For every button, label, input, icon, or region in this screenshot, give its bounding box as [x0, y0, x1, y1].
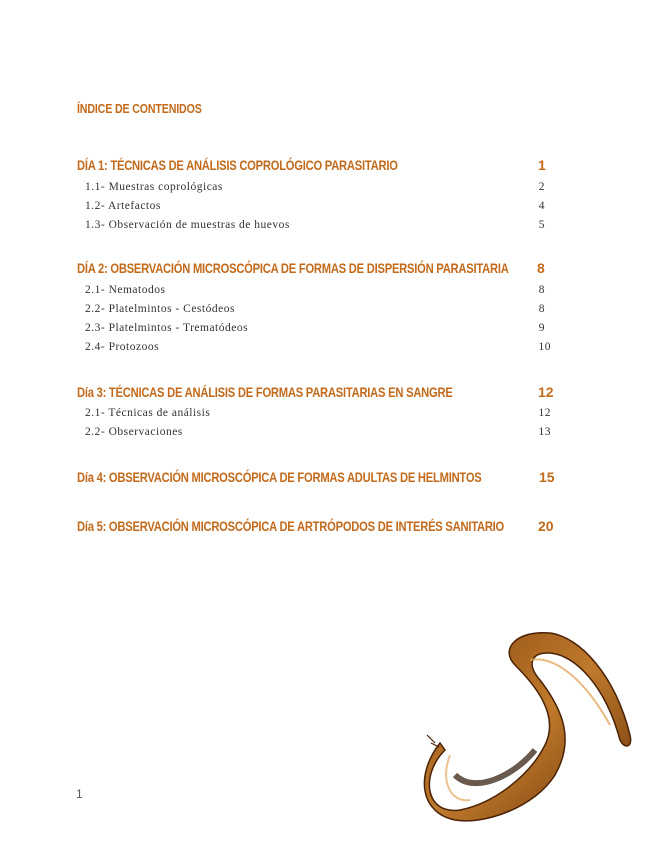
- toc-item[interactable]: [77, 284, 567, 303]
- worm-illustration: [415, 625, 645, 825]
- toc-item-label: 2.1- Nematodos: [85, 284, 166, 296]
- toc-item[interactable]: [77, 426, 567, 445]
- chapter-title[interactable]: DÍA 2: OBSERVACIÓN MICROSCÓPICA DE FORMAS DE DISPERSIÓN PARASITARIA: [77, 260, 509, 276]
- toc-item-label: 2.2- Observaciones: [85, 426, 183, 438]
- toc-chapter-5: [77, 518, 567, 538]
- toc-item-label: 1.1- Muestras coprológicas: [85, 181, 223, 193]
- toc-item-label: 2.1- Técnicas de análisis: [85, 407, 211, 419]
- toc-item[interactable]: [77, 407, 567, 426]
- toc-item-page: 9: [538, 322, 545, 334]
- chapter-page-number: 15: [539, 469, 555, 485]
- toc-heading: ÍNDICE DE CONTENIDOS: [77, 101, 202, 116]
- toc-item-page: 12: [538, 407, 551, 419]
- toc-chapter-2: [77, 260, 567, 360]
- toc-chapter-1: [77, 157, 567, 238]
- chapter-page-number: 20: [538, 518, 554, 534]
- toc-item-page: 8: [538, 303, 545, 315]
- chapter-page-number: 12: [538, 384, 554, 400]
- chapter-page-number: 1: [538, 157, 546, 173]
- toc-chapter-3: [77, 384, 567, 445]
- chapter-title[interactable]: Día 4: OBSERVACIÓN MICROSCÓPICA DE FORMAS ADULTAS DE HELMINTOS: [77, 469, 482, 485]
- toc-item[interactable]: [77, 181, 567, 200]
- toc-item-label: 2.4- Protozoos: [85, 341, 160, 353]
- chapter-title[interactable]: Día 3: TÉCNICAS DE ANÁLISIS DE FORMAS PARASITARIAS EN SANGRE: [77, 384, 453, 400]
- toc-item-label: 2.2- Platelmintos - Cestódeos: [85, 303, 235, 315]
- toc-item[interactable]: [77, 219, 567, 238]
- toc-item-label: 1.3- Observación de muestras de huevos: [85, 219, 290, 231]
- chapter-title[interactable]: Día 5: OBSERVACIÓN MICROSCÓPICA DE ARTRÓPODOS DE INTERÉS SANITARIO: [77, 518, 505, 534]
- toc-item-label: 2.3- Platelmintos - Trematódeos: [85, 322, 249, 334]
- toc-item-page: 2: [538, 181, 545, 193]
- chapter-title[interactable]: DÍA 1: TÉCNICAS DE ANÁLISIS COPROLÓGICO PARASITARIO: [77, 157, 398, 173]
- toc-item[interactable]: [77, 322, 567, 341]
- toc-item-page: 10: [538, 341, 551, 353]
- page-number: 1: [76, 787, 83, 801]
- toc-chapter-4: [77, 469, 567, 489]
- toc-item-page: 4: [538, 200, 545, 212]
- toc-item-page: 5: [538, 219, 545, 231]
- toc-item-label: 1.2- Artefactos: [85, 200, 161, 212]
- toc-item[interactable]: [77, 200, 567, 219]
- chapter-page-number: 8: [537, 260, 545, 276]
- toc-item-page: 13: [538, 426, 551, 438]
- toc-item-page: 8: [538, 284, 545, 296]
- toc-item[interactable]: [77, 341, 567, 360]
- toc-item[interactable]: [77, 303, 567, 322]
